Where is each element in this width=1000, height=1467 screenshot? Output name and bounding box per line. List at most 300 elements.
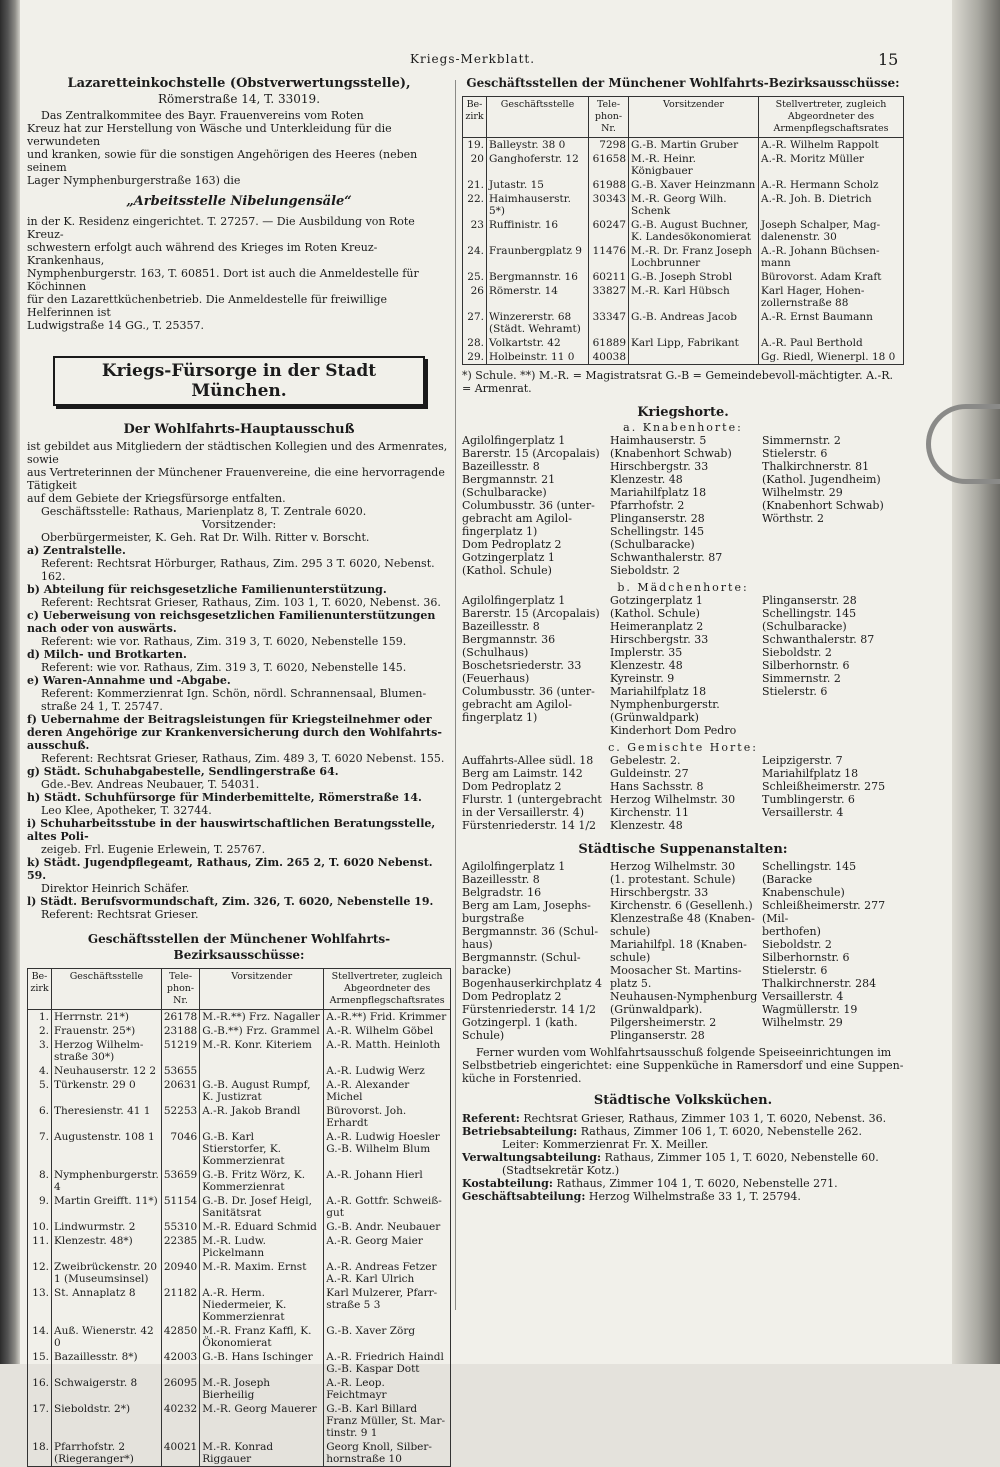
table-cell: Bergmannstr. 16 — [487, 270, 589, 284]
table-row — [28, 1078, 451, 1104]
table-row — [28, 1064, 451, 1078]
left-table-title: Geschäftsstellen der Münchener Wohlfahrts-Bezirksausschüsse: — [87, 932, 391, 962]
table-cell: A.-R. Gottfr. Schweiß-gut — [324, 1194, 451, 1220]
table-cell: A.-R. Paul Berthold — [759, 336, 904, 350]
table-cell: A.-R. Jakob Brandl — [200, 1104, 324, 1130]
table-cell: 40038 — [589, 350, 629, 365]
volk-line — [462, 1164, 904, 1177]
list-item: Plinganserstr. 28 — [610, 512, 705, 525]
section-heading: c) Ueberweisung von reichsgesetzlichen Familienunterstützungen nach oder von auswärts. — [27, 609, 436, 635]
table-row — [463, 178, 904, 192]
table-cell: G.-B. Xaver Heinzmann — [629, 178, 759, 192]
table-cell: A.-R. Johann Hierl — [324, 1168, 451, 1194]
table-cell: Herzog Wilhelm-straße 30*) — [52, 1038, 162, 1064]
list-item: gebracht am Agilol- — [462, 512, 572, 525]
list-item: Schwanthalerstr. 87 — [762, 633, 875, 646]
list-item: Schellingstr. 145 (Baracke — [762, 860, 857, 886]
list-column — [762, 754, 904, 832]
list-item: Barerstr. 15 (Arcopalais) — [462, 447, 600, 460]
list-item: Wilhelmstr. 29 — [762, 1016, 843, 1029]
gemischt-label: c. Gemischte Horte: — [608, 741, 758, 754]
table-cell: 19. — [463, 138, 487, 153]
list-item: Kirchenstr. 11 — [610, 806, 689, 819]
list-item: Leipzigerstr. 7 — [762, 754, 843, 767]
section-line: Referent: Rechtsrat Hörburger, Rathaus, Zim. 295 3 T. 6020, Nebenst. 162. — [41, 557, 435, 583]
section-line: Referent: Rechtsrat Grieser. — [41, 908, 199, 921]
list-column — [610, 860, 762, 1042]
text-line: Kreuz hat zur Herstellung von Wäsche und Unterkleidung für die verwundeten — [27, 122, 392, 148]
table-cell: A.-R. Hermann Scholz — [759, 178, 904, 192]
table-cell: 20 — [463, 152, 487, 178]
table-row — [463, 244, 904, 270]
list-item: Herzog Wilhelmstr. 30 — [610, 860, 736, 873]
list-item: Tumblingerstr. 6 — [762, 793, 855, 806]
list-item: Dom Pedroplatz 2 — [462, 780, 562, 793]
table-cell: 4. — [28, 1064, 52, 1078]
table-row — [463, 350, 904, 365]
table-cell: 22. — [463, 192, 487, 218]
text-line: für den Lazarettküchenbetrieb. Die Anmeldestelle für freiwillige Helferinnen ist — [27, 293, 388, 319]
volk-line — [462, 1190, 904, 1203]
maedchen-label: b. Mädchenhorte: — [617, 581, 749, 594]
right-column — [462, 72, 904, 1203]
table-row — [463, 138, 904, 153]
list-item: Bazeillesstr. 8 — [462, 460, 540, 473]
table-cell: G.-B. Xaver Zörg — [324, 1324, 451, 1350]
table-cell: 61658 — [589, 152, 629, 178]
col-header: Stellvertreter, zugleich Abgeordneter des Armenpflegschaftsrates — [759, 97, 904, 138]
table-cell: G.-B. Andreas Jacob — [629, 310, 759, 336]
list-item: gebracht am Agilol- — [462, 698, 572, 711]
table-cell: M.-R. Konrad Riggauer — [200, 1440, 324, 1467]
table-cell: 24. — [463, 244, 487, 270]
col-header: Tele-phon-Nr. — [589, 97, 629, 138]
table-cell: Volkartstr. 42 — [487, 336, 589, 350]
list-item: Columbusstr. 36 (unter- — [462, 499, 595, 512]
table-cell: St. Annaplatz 8 — [52, 1286, 162, 1324]
right-bezirk-table — [462, 96, 904, 365]
table-cell: M.-R. Ludw. Pickelmann — [200, 1234, 324, 1260]
table-row — [28, 1038, 451, 1064]
table-cell: 60247 — [589, 218, 629, 244]
table-row — [28, 1130, 451, 1168]
table-cell: Neuhauserstr. 12 2 — [52, 1064, 162, 1078]
list-item: Moosacher St. Martins- — [610, 964, 742, 977]
list-item: Pfarrhofstr. 2 — [610, 499, 685, 512]
list-item: Bazeillesstr. 8 — [462, 620, 540, 633]
table-cell: 13. — [28, 1286, 52, 1324]
suppenanstalten-list — [462, 860, 904, 1042]
volk-label: Betriebsabteilung: — [462, 1125, 578, 1138]
list-item: fingerplatz 1) — [462, 525, 538, 538]
table-cell: 60211 — [589, 270, 629, 284]
table-cell: 52253 — [161, 1104, 199, 1130]
list-item: Bergmannstr. (Schul- — [462, 951, 581, 964]
table-cell: 51219 — [161, 1038, 199, 1064]
volk-label: Verwaltungsabteilung: — [462, 1151, 602, 1164]
table-cell: Fraunbergplatz 9 — [487, 244, 589, 270]
text-line: Nymphenburgerstr. 163, T. 60851. Dort ist auch die Anmeldestelle für Köchinnen — [27, 267, 419, 293]
text-line: in der K. Residenz eingerichtet. T. 27257. — Die Ausbildung von Rote Kreuz- — [27, 215, 415, 241]
table-cell: 42850 — [161, 1324, 199, 1350]
col-header: Geschäftsstelle — [487, 97, 589, 138]
volk-title: Städtische Volksküchen. — [593, 1093, 773, 1108]
table-cell: Bürovorst. Joh. Erhardt — [324, 1104, 451, 1130]
table-row — [463, 284, 904, 310]
volkskuechen-list — [462, 1112, 904, 1203]
table-row — [463, 218, 904, 244]
left-column — [27, 72, 451, 1467]
list-item: Schellingstr. 145 — [610, 525, 705, 538]
table-cell: 17. — [28, 1402, 52, 1440]
list-item: Gotzingerplatz 1 — [610, 594, 703, 607]
text-line: auf dem Gebiete der Kriegsfürsorge entfalten. — [27, 492, 286, 505]
section-line: Direktor Heinrich Schäfer. — [41, 882, 190, 895]
table-row — [28, 1024, 451, 1038]
table-cell: 53659 — [161, 1168, 199, 1194]
section-heading: i) Schuharbeitsstube in der hauswirtschaftlichen Beratungsstelle, altes Poli- — [27, 817, 436, 843]
table-cell: 10. — [28, 1220, 52, 1234]
table-cell: A.-R. Moritz Müller — [759, 152, 904, 178]
section-heading: e) Waren-Annahme und -Abgabe. — [27, 674, 231, 687]
boxed-section-title: Kriegs-Fürsorge in der Stadt München. — [53, 356, 425, 406]
haupt-office: Geschäftsstelle: Rathaus, Marienplatz 8, T. Zentrale 6020. — [41, 505, 367, 518]
table-cell: 18. — [28, 1440, 52, 1467]
volk-line — [462, 1125, 904, 1138]
table-cell: A.-R. Herm. Niedermeier, K. Kommerzienrat — [200, 1286, 324, 1324]
table-cell: Pfarrhofstr. 2 (Riegeranger*) — [52, 1440, 162, 1467]
list-item: Herzog Wilhelmstr. 30 — [610, 793, 736, 806]
table-cell: 23188 — [161, 1024, 199, 1038]
section-line: zeigeb. Frl. Eugenie Erlewein, T. 25767. — [41, 843, 266, 856]
list-item: Flurstr. 1 (untergebracht — [462, 793, 602, 806]
table-cell: G.-B. Fritz Wörz, K. Kommerzienrat — [200, 1168, 324, 1194]
list-item: Haimhauserstr. 5 — [610, 434, 707, 447]
section-heading: k) Städt. Jugendpflegeamt, Rathaus, Zim. 265 2, T. 6020 Nebenst. 59. — [27, 856, 433, 882]
list-item: Klenzestr. 48 — [610, 473, 683, 486]
table-cell: Holbeinstr. 11 0 — [487, 350, 589, 365]
list-item: Schwanthalerstr. 87 — [610, 551, 723, 564]
text-line: Das Zentralkommitee des Bayr. Frauenvereins vom Roten — [41, 109, 364, 122]
table-cell: M.-R. Maxim. Ernst — [200, 1260, 324, 1286]
table-cell: Karl Hager, Hohen-zollernstraße 88 — [759, 284, 904, 310]
section-line: Referent: wie vor. Rathaus, Zim. 319 3, T. 6020, Nebenstelle 159. — [41, 635, 407, 648]
table-cell: 8. — [28, 1168, 52, 1194]
section-line: Leo Klee, Apotheker, T. 32744. — [41, 804, 212, 817]
list-item: Schleißheimerstr. 275 — [762, 780, 886, 793]
left-table-body — [28, 1010, 451, 1467]
table-cell: G.-B. August Rumpf, K. Justizrat — [200, 1078, 324, 1104]
col-header: Vorsitzender — [629, 97, 759, 138]
table-cell: Joseph Schalper, Mag-dalenenstr. 30 — [759, 218, 904, 244]
table-cell: 33347 — [589, 310, 629, 336]
suppen-note — [462, 1046, 904, 1085]
table-cell: M.-R. Georg Mauerer — [200, 1402, 324, 1440]
table-cell: Schwaigerstr. 8 — [52, 1376, 162, 1402]
volk-line — [462, 1138, 904, 1151]
list-item: Klenzestr. 48 — [610, 659, 683, 672]
table-cell — [200, 1064, 324, 1078]
table-cell: Winzererstr. 68 (Städt. Wehramt) — [487, 310, 589, 336]
table-cell: G.-B. Karl Stierstorfer, K. Kommerzienrat — [200, 1130, 324, 1168]
list-item: Thalkirchnerstr. 81 — [762, 460, 870, 473]
list-item: Schleißheimerstr. 277 (Mil- — [762, 899, 886, 925]
table-cell: Auß. Wienerstr. 42 0 — [52, 1324, 162, 1350]
table-row — [463, 270, 904, 284]
lazarett-title: Lazaretteinkochstelle (Obstverwertungsstelle), — [67, 76, 411, 91]
table-cell: G.-B. August Buchner, K. Landesökonomierat — [629, 218, 759, 244]
list-item: Silberhornstr. 6 — [762, 659, 850, 672]
table-row — [28, 1234, 451, 1260]
list-item: Bazeillesstr. 8 — [462, 873, 540, 886]
table-row — [463, 152, 904, 178]
col-header: Stellvertreter, zugleich Abgeordneter des Armenpflegschaftsrates — [324, 969, 451, 1010]
table-cell: Haimhauserstr. 5*) — [487, 192, 589, 218]
list-item: Nymphenburgerstr. — [610, 698, 720, 711]
table-cell: A.-R.**) Frid. Krimmer — [324, 1010, 451, 1025]
table-cell: M.-R. Dr. Franz Joseph Lochbrunner — [629, 244, 759, 270]
list-item: berthofen) — [762, 925, 821, 938]
text-line: Ludwigstraße 14 GG., T. 25357. — [27, 319, 205, 332]
section-heading: g) Städt. Schuhabgabestelle, Sendlingerstraße 64. — [27, 765, 339, 778]
table-cell: Römerstr. 14 — [487, 284, 589, 310]
table-cell: G.-B.**) Frz. Grammel — [200, 1024, 324, 1038]
list-item: (Knabenhort Schwab) — [762, 499, 884, 512]
table-cell: A.-R. Matth. Heinloth — [324, 1038, 451, 1064]
table-cell: A.-R. Ludwig Hoesler G.-B. Wilhelm Blum — [324, 1130, 451, 1168]
table-cell: Karl Mulzerer, Pfarr-straße 5 3 — [324, 1286, 451, 1324]
table-cell: 11476 — [589, 244, 629, 270]
list-item: Fürstenriederstr. 14 1/2 — [462, 819, 597, 832]
table-cell: 26 — [463, 284, 487, 310]
col-header: Tele-phon-Nr. — [161, 969, 199, 1010]
table-cell: 51154 — [161, 1194, 199, 1220]
list-column — [462, 594, 610, 737]
list-item: Hirschbergstr. 33 — [610, 886, 709, 899]
list-item: Gotzingerpl. 1 (kath. — [462, 1016, 578, 1029]
table-cell: Türkenstr. 29 0 — [52, 1078, 162, 1104]
table-cell: 2. — [28, 1024, 52, 1038]
table-cell: Gg. Riedl, Wienerpl. 18 0 — [759, 350, 904, 365]
list-item: Dom Pedroplatz 2 — [462, 990, 562, 1003]
table-cell: 61889 — [589, 336, 629, 350]
list-item: Plinganserstr. 28 — [610, 1029, 705, 1042]
table-row — [28, 1440, 451, 1467]
list-item: (Schulbaracke) — [610, 538, 695, 551]
list-item: (Schulhaus) — [462, 646, 529, 659]
table-cell: 22385 — [161, 1234, 199, 1260]
table-cell: 29. — [463, 350, 487, 365]
list-item: Simmernstr. 2 — [762, 672, 841, 685]
list-column — [462, 754, 610, 832]
list-item: Boschetsriederstr. 33 — [462, 659, 582, 672]
table-cell: 23 — [463, 218, 487, 244]
list-item: Hirschbergstr. 33 — [610, 633, 709, 646]
text-line: schwestern erfolgt auch während des Krieges im Roten Kreuz-Krankenhaus, — [27, 241, 378, 267]
list-item: baracke) — [462, 964, 512, 977]
table-cell: G.-B. Dr. Josef Heigl, Sanitätsrat — [200, 1194, 324, 1220]
table-cell: 7298 — [589, 138, 629, 153]
volk-label: Kostabteilung: — [462, 1177, 553, 1190]
table-cell: 5. — [28, 1078, 52, 1104]
list-item: Belgradstr. 16 — [462, 886, 542, 899]
list-item: Klenzestr. 48 — [610, 819, 683, 832]
list-item: Auffahrts-Allee südl. 18 — [462, 754, 594, 767]
table-cell: 30343 — [589, 192, 629, 218]
haupt-chair-label: Vorsitzender: — [201, 518, 277, 531]
text-line: Selbstbetrieb eingerichtet: eine Suppenküche in Ramersdorf und eine Suppen- — [462, 1059, 904, 1072]
haupt-sections — [27, 544, 451, 921]
left-bezirk-table — [27, 968, 451, 1467]
knaben-label: a. Knabenhorte: — [623, 421, 743, 434]
list-item: Neuhausen-Nymphenburg — [610, 990, 758, 1003]
list-item: Agilolfingerplatz 1 — [462, 434, 566, 447]
col-header: Vorsitzender — [200, 969, 324, 1010]
list-item: Agilolfingerplatz 1 — [462, 594, 566, 607]
list-item: Simmernstr. 2 — [762, 434, 841, 447]
table-cell: 6. — [28, 1104, 52, 1130]
section-heading: a) Zentralstelle. — [27, 544, 126, 557]
table-cell: Klenzestr. 48*) — [52, 1234, 162, 1260]
list-item: Bogenhauserkirchplatz 4 — [462, 977, 602, 990]
table-cell: 16. — [28, 1376, 52, 1402]
table-cell: 28. — [463, 336, 487, 350]
list-column — [610, 754, 762, 832]
table-cell: A.-R. Johann Büchsen-mann — [759, 244, 904, 270]
list-item: Schule) — [462, 1029, 505, 1042]
table-row — [28, 1402, 451, 1440]
book-binding — [0, 0, 20, 1364]
list-item: Versaillerstr. 4 — [762, 990, 844, 1003]
haupt-title: Der Wohlfahrts-Hauptausschuß — [123, 422, 355, 437]
section-line: straße 24 1, T. 25747. — [41, 700, 163, 713]
table-row — [28, 1350, 451, 1376]
table-row — [28, 1194, 451, 1220]
table-cell: 27. — [463, 310, 487, 336]
list-item: (1. protestant. Schule) — [610, 873, 736, 886]
table-row — [28, 1010, 451, 1025]
section-heading: b) Abteilung für reichsgesetzliche Familienunterstützung. — [27, 583, 387, 596]
list-item: Hirschbergstr. 33 — [610, 460, 709, 473]
section-heading: h) Städt. Schuhfürsorge für Minderbemittelte, Römerstraße 14. — [27, 791, 422, 804]
table-cell: M.-R. Franz Kaffl, K. Ökonomierat — [200, 1324, 324, 1350]
list-item: (Grünwaldpark) — [610, 711, 699, 724]
list-column — [762, 594, 904, 737]
table-cell: G.-B. Karl Billard Franz Müller, St. Mar-tinstr. 9 1 — [324, 1402, 451, 1440]
table-cell: M.-R. Heinr. Königbauer — [629, 152, 759, 178]
table-row — [28, 1376, 451, 1402]
list-item: Plinganserstr. 28 — [762, 594, 857, 607]
table-cell: G.-B. Joseph Strobl — [629, 270, 759, 284]
list-item: Klenzestraße 48 (Knaben- — [610, 912, 755, 925]
table-cell: 26178 — [161, 1010, 199, 1025]
table-cell: Theresienstr. 41 1 — [52, 1104, 162, 1130]
table-cell: 7046 — [161, 1130, 199, 1168]
table-cell: 40021 — [161, 1440, 199, 1467]
list-item: Stielerstr. 6 — [762, 964, 828, 977]
table-cell: Martin Greifft. 11*) — [52, 1194, 162, 1220]
list-item: Guldeinstr. 27 — [610, 767, 689, 780]
list-item: Columbusstr. 36 (unter- — [462, 685, 595, 698]
page-number: 15 — [878, 50, 899, 69]
table-row — [463, 192, 904, 218]
table-cell: 40232 — [161, 1402, 199, 1440]
list-item: platz 5. — [610, 977, 652, 990]
running-head: Kriegs-Merkblatt. — [410, 52, 536, 66]
table-row — [463, 336, 904, 350]
text-line: Ferner wurden vom Wohlfahrtsausschuß folgende Speiseeinrichtungen im — [476, 1046, 892, 1059]
table-cell: 26095 — [161, 1376, 199, 1402]
section-line: Referent: Rechtsrat Grieser, Rathaus, Zim. 103 1, T. 6020, Nebenst. 36. — [41, 596, 441, 609]
table-cell: 21. — [463, 178, 487, 192]
table-cell: Ruffinistr. 16 — [487, 218, 589, 244]
section-heading: f) Uebernahme der Beitragsleistungen für Kriegsteilnehmer oder deren Angehörige zur Krankenversicherung durch den Wohlfahrts-ausschuß. — [27, 713, 442, 752]
text-line: küche in Forstenried. — [462, 1072, 582, 1085]
table-cell: Bürovorst. Adam Kraft — [759, 270, 904, 284]
list-item: (Schulbaracke) — [762, 620, 847, 633]
table-row — [28, 1168, 451, 1194]
section-heading: d) Milch- und Brotkarten. — [27, 648, 187, 661]
table-cell: 1. — [28, 1010, 52, 1025]
suppen-title: Städtische Suppenanstalten: — [578, 842, 788, 857]
table-cell: 33827 — [589, 284, 629, 310]
list-item: (Kathol. Jugendheim) — [762, 473, 881, 486]
table-cell: A.-R. Wilhelm Göbel — [324, 1024, 451, 1038]
section-line: Gde.-Bev. Andreas Neubauer, T. 54031. — [41, 778, 260, 791]
table-cell: M.-R. Joseph Bierheilig — [200, 1376, 324, 1402]
table-row — [463, 310, 904, 336]
paper-clip — [926, 404, 1000, 484]
volk-label: Referent: — [462, 1112, 520, 1125]
table-footnote: *) Schule. **) M.-R. = Magistratsrat G.-B = Gemeindebevoll-mächtigter. A.-R. = Armenrat. — [462, 369, 894, 395]
list-item: Implerstr. 35 — [610, 646, 683, 659]
table-cell: M.-R.**) Frz. Nagaller — [200, 1010, 324, 1025]
section-line: Referent: wie vor. Rathaus, Zim. 319 3, T. 6020, Nebenstelle 145. — [41, 661, 407, 674]
table-cell: 42003 — [161, 1350, 199, 1376]
right-table-body — [463, 138, 904, 365]
table-cell: A.-R. Leop. Feichtmayr — [324, 1376, 451, 1402]
list-item: schule) — [610, 925, 651, 938]
list-item: Schellingstr. 145 — [762, 607, 857, 620]
list-item: Mariahilfplatz 18 — [762, 767, 859, 780]
column-divider — [455, 80, 456, 1310]
table-cell: 11. — [28, 1234, 52, 1260]
table-cell: Sieboldstr. 2*) — [52, 1402, 162, 1440]
table-cell: A.-R. Alexander Michel — [324, 1078, 451, 1104]
knabenhorte-list — [462, 434, 904, 577]
list-item: Kyreinstr. 9 — [610, 672, 675, 685]
list-item: Gotzingerplatz 1 — [462, 551, 555, 564]
volk-line — [462, 1151, 904, 1164]
list-item: (Schulbaracke) — [462, 486, 547, 499]
list-item: (Feuerhaus) — [462, 672, 530, 685]
table-cell — [629, 350, 759, 365]
volk-text: Herzog Wilhelmstraße 33 1, T. 25794. — [588, 1190, 801, 1203]
list-item: Pilgersheimerstr. 2 — [610, 1016, 717, 1029]
table-cell: Nymphenburgerstr. 4 — [52, 1168, 162, 1194]
table-cell: 53655 — [161, 1064, 199, 1078]
table-cell: 12. — [28, 1260, 52, 1286]
text-line: Lager Nymphenburgerstraße 163) die — [27, 174, 241, 187]
table-cell: Ganghoferstr. 12 — [487, 152, 589, 178]
volk-line — [462, 1112, 904, 1125]
list-item: Bergmannstr. 36 (Schul- — [462, 925, 599, 938]
list-item: Silberhornstr. 6 — [762, 951, 850, 964]
list-item: Barerstr. 15 (Arcopalais) — [462, 607, 600, 620]
volk-text: Rathaus, Zimmer 106 1, T. 6020, Nebenstelle 262. — [580, 1125, 862, 1138]
table-cell: 55310 — [161, 1220, 199, 1234]
table-cell: 9. — [28, 1194, 52, 1220]
